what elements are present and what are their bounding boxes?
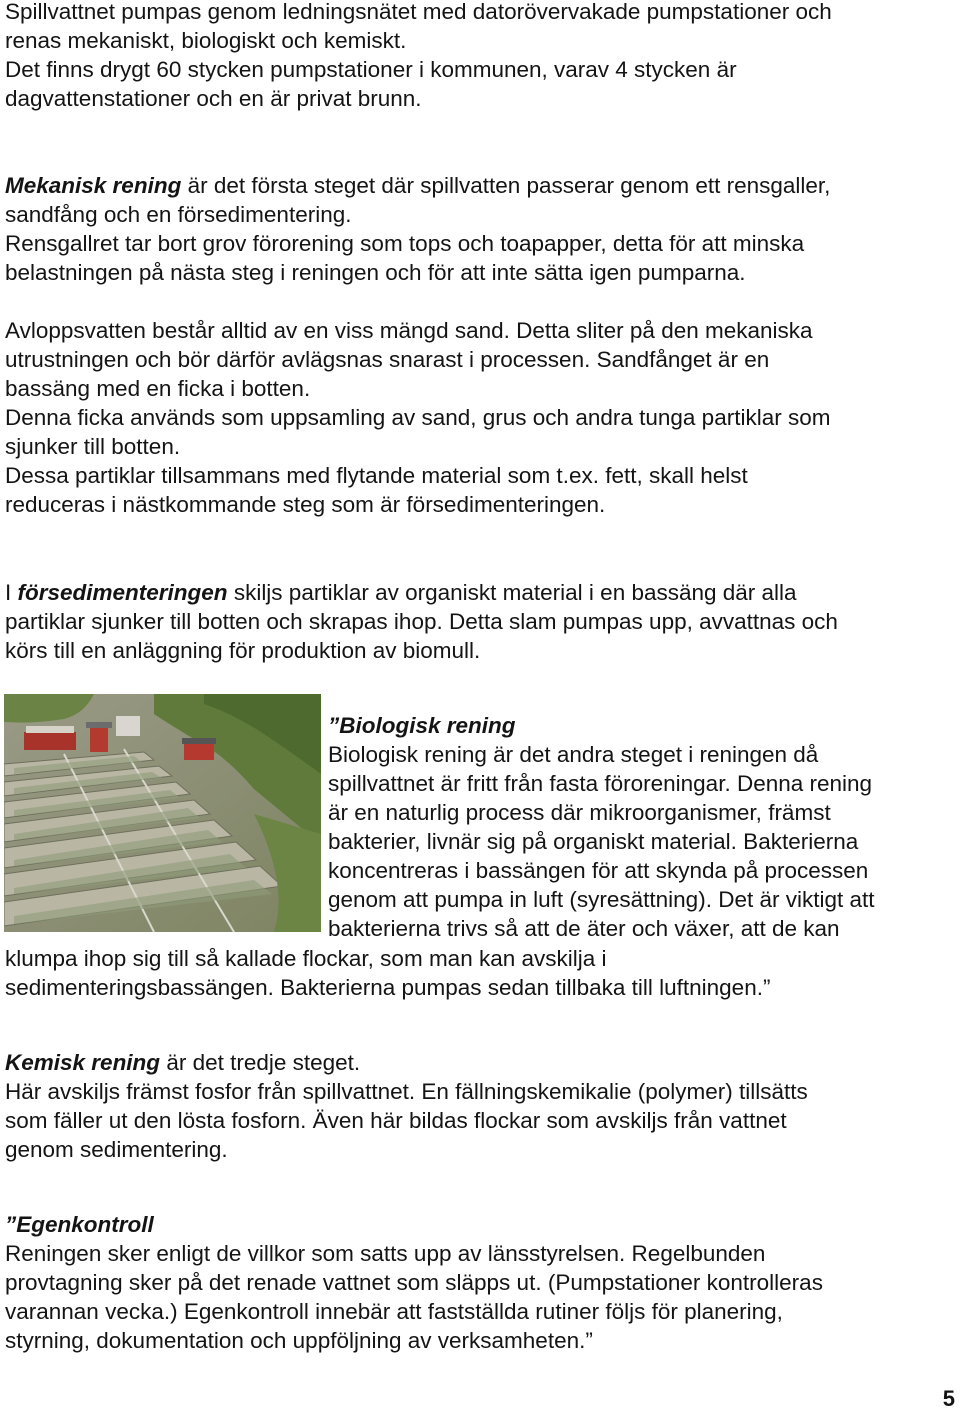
egenkontroll-line: Reningen sker enligt de villkor som satts upp av länsstyrelsen. Regelbunden — [5, 1241, 766, 1266]
forsed-paragraph — [5, 578, 838, 665]
biologisk-line: koncentreras i bassängen för att skynda på processen — [328, 858, 869, 883]
sand-line: reduceras i nästkommande steg som är försedimenteringen. — [5, 492, 606, 517]
biologisk-line: klumpa ihop sig till så kallade flockar, som man kan avskilja i — [5, 946, 607, 971]
egenkontroll-line: varannan vecka.) Egenkontroll innebär att fastställda rutiner följs för planering, — [5, 1299, 783, 1324]
intro-line: dagvattenstationer och en är privat brunn. — [5, 86, 422, 111]
mekanisk-first-line-text: är det första steget där spillvatten passerar genom ett rensgaller, — [181, 173, 831, 198]
mekanisk-line: sandfång och en försedimentering. — [5, 202, 352, 227]
intro-paragraph — [5, 0, 832, 113]
biologisk-line: Biologisk rening är det andra steget i reningen då — [328, 742, 819, 767]
biologisk-continuation — [5, 944, 770, 1002]
sand-line: sjunker till botten. — [5, 434, 181, 459]
treatment-plant-photo — [4, 694, 321, 932]
forsed-prefix: I — [5, 580, 18, 605]
quote-mark: ” — [328, 713, 340, 738]
biologisk-section — [328, 711, 875, 943]
forsed-first-line — [5, 578, 838, 607]
kemisk-line: genom sedimentering. — [5, 1137, 228, 1162]
kemisk-first-line-text: är det tredje steget. — [160, 1050, 361, 1075]
sand-line: bassäng med en ficka i botten. — [5, 376, 311, 401]
sand-line: Denna ficka används som uppsamling av sand, grus och andra tunga partiklar som — [5, 405, 831, 430]
forsed-line: partiklar sjunker till botten och skrapas ihop. Detta slam pumpas upp, avvattnas och — [5, 609, 838, 634]
biologisk-line: är en naturlig process där mikroorganismer, främst — [328, 800, 831, 825]
biologisk-line: bakterierna trivs så att de äter och växer, att de kan — [328, 916, 840, 941]
treatment-plant-illustration — [4, 694, 321, 932]
egenkontroll-line: provtagning sker på det renade vattnet som släpps ut. (Pumpstationer kontrolleras — [5, 1270, 823, 1295]
forsed-first-line-text: skiljs partiklar av organiskt material i en bassäng där alla — [227, 580, 797, 605]
sand-line: Dessa partiklar tillsammans med flytande material som t.ex. fett, skall helst — [5, 463, 748, 488]
intro-line: Spillvattnet pumpas genom ledningsnätet med datorövervakade pumpstationer och — [5, 0, 832, 24]
biologisk-line: genom att pumpa in luft (syresättning). Det är viktigt att — [328, 887, 875, 912]
forsed-line: körs till en anläggning för produktion av biomull. — [5, 638, 481, 663]
sand-line: utrustningen och bör därför avlägsnas snarast i processen. Sandfånget är en — [5, 347, 770, 372]
forsed-term: försedimenteringen — [17, 580, 228, 605]
biologisk-line: sedimenteringsbassängen. Bakterierna pumpas sedan tillbaka till luftningen.” — [5, 975, 771, 1000]
biologisk-heading — [328, 711, 875, 740]
mekanisk-term: Mekanisk rening — [5, 173, 182, 198]
mekanisk-paragraph — [5, 171, 830, 287]
intro-line: Det finns drygt 60 stycken pumpstationer i kommunen, varav 4 stycken är — [5, 57, 737, 82]
sand-line: Avloppsvatten består alltid av en viss mängd sand. Detta sliter på den mekaniska — [5, 318, 813, 343]
kemisk-line: Här avskiljs främst fosfor från spillvattnet. En fällningskemikalie (polymer) tillsätts — [5, 1079, 808, 1104]
biologisk-term: Biologisk rening — [339, 713, 516, 738]
mekanisk-line: Rensgallret tar bort grov förorening som tops och toapapper, detta för att minska — [5, 231, 805, 256]
intro-line: renas mekaniskt, biologiskt och kemiskt. — [5, 28, 407, 53]
egenkontroll-term: Egenkontroll — [16, 1212, 154, 1237]
page-number: 5 — [942, 1386, 955, 1411]
sand-paragraph — [5, 316, 830, 519]
kemisk-paragraph — [5, 1048, 808, 1164]
quote-mark: ” — [5, 1212, 17, 1237]
kemisk-line: som fäller ut den lösta fosforn. Även här bildas flockar som avskiljs från vattnet — [5, 1108, 787, 1133]
mekanisk-line: belastningen på nästa steg i reningen och för att inte sätta igen pumparna. — [5, 260, 746, 285]
kemisk-first-line — [5, 1048, 808, 1077]
egenkontroll-paragraph — [5, 1210, 823, 1355]
egenkontroll-line: styrning, dokumentation och uppföljning av verksamheten.” — [5, 1328, 593, 1353]
egenkontroll-heading — [5, 1210, 823, 1239]
kemisk-term: Kemisk rening — [5, 1050, 161, 1075]
biologisk-line: bakterier, livnär sig på organiskt material. Bakterierna — [328, 829, 859, 854]
biologisk-line: spillvattnet är fritt från fasta föroreningar. Denna rening — [328, 771, 873, 796]
mekanisk-first-line — [5, 171, 830, 200]
